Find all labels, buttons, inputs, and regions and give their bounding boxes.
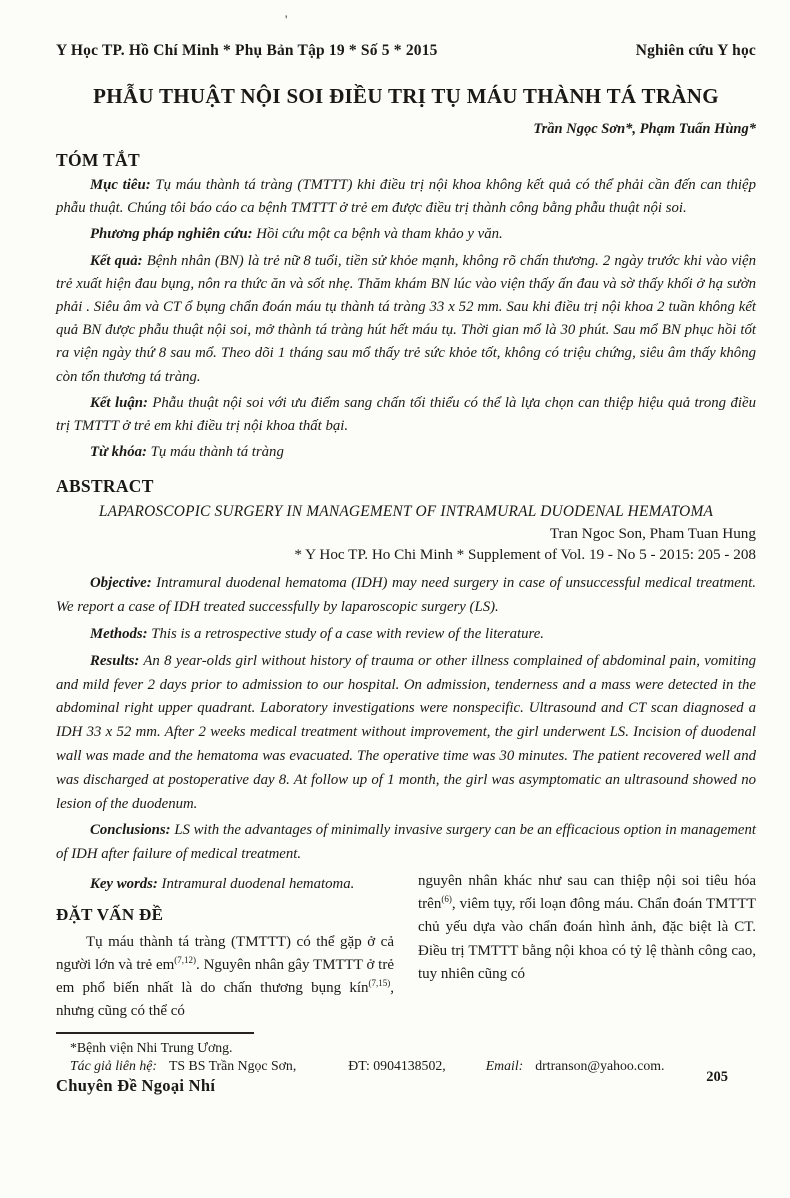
tomtat-paragraph-ketqua xyxy=(56,250,756,389)
right-column xyxy=(418,870,756,1024)
paragraph-text: Intramural duodenal hematoma (IDH) may need surgery in case of unsuccessful medical treatment. We report a case of IDH treated successfully by laparoscopic surgery (LS). xyxy=(56,575,757,616)
tomtat-paragraph-ketluan xyxy=(56,392,756,438)
paragraph-text: Bệnh nhân (BN) là trẻ nữ 8 tuổi, tiền sử khỏe mạnh, không rõ chấn thương. 2 ngày trước khi vào viện trẻ xuất hiện đau bụng, nôn ra thức ăn và sốt nhẹ. Thăm khám BN lúc vào viện thấy ấn đau và sờ thấy khối ở hạ sườn phải . Siêu âm và CT ổ bụng chẩn đoán máu tụ thành tá tràng 33 x 52 mm. Sau khi điều trị nội khoa 2 tuần không kết quả BN được phẫu thuật nội soi, mở thành tá tràng hút hết máu tụ. Thời gian mổ là 30 phút. Sau mổ BN phục hồi tốt ra viện ngày thứ 8 sau mổ. Theo dõi 1 tháng sau mổ thấy trẻ sức khỏe tốt, không có triệu chứng, siêu âm thấy không còn tổn thương tá tràng. xyxy=(56,252,757,385)
abstract-paragraph-results xyxy=(56,650,756,817)
abstract-heading: ABSTRACT xyxy=(56,476,154,497)
paragraph-lead: Methods: xyxy=(90,626,148,643)
paper-title: PHẪU THUẬT NỘI SOI ĐIỀU TRỊ TỤ MÁU THÀNH TÁ TRÀNG xyxy=(93,84,719,108)
paragraph-lead: Key words: xyxy=(90,876,158,892)
paragraph-text: Intramural duodenal hematoma. xyxy=(161,876,355,892)
abstract-paragraph-methods xyxy=(56,623,756,647)
footnote-contact-name: TS BS Trần Ngọc Sơn, xyxy=(168,1057,297,1073)
page-number: 205 xyxy=(706,1068,728,1085)
english-title: LAPAROSCOPIC SURGERY IN MANAGEMENT OF INTRAMURAL DUODENAL HEMATOMA xyxy=(98,503,714,521)
paragraph-text: An 8 year-olds girl without history of trauma or other illness complained of abdominal pain, vomiting and mild fever 2 days prior to admission to our hospital. On admission, tenderness and a mass were detected in the abdominal right upper quadrant. Laboratory investigations were nonspecific. Ultrasound and CT scan diagnosed a IDH 33 x 52 mm. After 2 weeks medical treatment without improvement, the girl underwent LS. Incision of duodenal wall was made and the hematoma was evacuated. The operative time was 30 minutes. The patient recovered well and was discharged at postoperative day 8. At follow up of 1 month, the girl was asymptomatic an ultrasound showed no lesion of the duodenum. xyxy=(56,652,756,812)
paragraph-text: LS with the advantages of minimally invasive surgery can be an efficacious option in management of IDH after failure of medical treatment. xyxy=(56,822,757,863)
paragraph-text: This is a retrospective study of a case with review of the literature. xyxy=(151,626,545,643)
journal-header-right: Nghiên cứu Y học xyxy=(635,42,756,59)
introduction-paragraph-left: Tụ máu thành tá tràng (TMTTT) có thể gặp ở cả người lớn và trẻ em$^{(7,12)}$. Nguyên nhân gây TMTTT ở trẻ em phổ biến nhất là do chấn thương bụng kín$^{(7,15)}$, nhưng cũng có thể có xyxy=(56,933,394,1020)
tomtat-paragraph-tukhoa xyxy=(56,441,756,464)
paragraph-lead: Mục tiêu: xyxy=(90,177,151,193)
footnote-contact-label: Tác giả liên hệ: xyxy=(70,1057,157,1073)
page-footer xyxy=(56,1068,756,1096)
abstract-paragraph-conclusions xyxy=(56,819,756,867)
paragraph-lead: Objective: xyxy=(90,575,152,592)
two-column-section xyxy=(56,870,756,1024)
paragraph-lead: Kết quả: xyxy=(90,252,143,269)
introduction-paragraph-right: nguyên nhân khác như sau can thiệp nội soi tiêu hóa trên$^{(6)}$, viêm tụy, rối loạn đông máu. Chẩn đoán TMTTT chủ yếu dựa vào chẩn đoán hình ảnh, đặc biệt là CT. Điều trị TMTTT bằng nội khoa có tỷ lệ thành công cao, tuy nhiên cũng có xyxy=(418,873,756,982)
footnote-block xyxy=(56,1032,756,1074)
introduction-heading: ĐẶT VẤN ĐỀ xyxy=(56,904,164,924)
tomtat-paragraph-muctieu xyxy=(56,174,756,220)
authors-english: Tran Ngoc Son, Pham Tuan Hung xyxy=(549,525,756,543)
paragraph-lead: Từ khóa: xyxy=(90,444,147,461)
paragraph-text: Hồi cứu một ca bệnh và tham khảo y văn. xyxy=(256,226,503,243)
abstract-keywords xyxy=(56,873,394,897)
footnote-email-label: Email: xyxy=(485,1057,524,1073)
authors-vietnamese: Trần Ngọc Sơn*, Phạm Tuấn Hùng* xyxy=(533,121,756,137)
paragraph-lead: Kết luận: xyxy=(90,394,148,411)
footnote-divider xyxy=(56,1032,254,1034)
paragraph-text: Phẫu thuật nội soi với ưu điểm sang chấn tối thiểu có thể là lựa chọn can thiệp hiệu quả trong điều trị TMTTT ở trẻ em khi điều trị nội khoa thất bại. xyxy=(56,394,757,435)
journal-header-left: Y Học TP. Hồ Chí Minh * Phụ Bản Tập 19 * Số 5 * 2015 xyxy=(56,42,438,59)
footnote-phone: ĐT: 0904138502, xyxy=(348,1057,446,1073)
footnote-affiliation: *Bệnh viện Nhi Trung Ương. xyxy=(70,1039,233,1055)
citation-line: * Y Hoc TP. Ho Chi Minh * Supplement of Vol. 19 - No 5 - 2015: 205 - 208 xyxy=(294,546,756,564)
paragraph-lead: Phương pháp nghiên cứu: xyxy=(90,226,253,243)
paragraph-text: Tụ máu thành tá tràng (TMTTT) khi điều trị nội khoa không kết quả có thể phải cần đến can thiệp phẫu thuật. Chúng tôi báo cáo ca bệnh TMTTT ở trẻ em được điều trị thành công bằng phẫu thuật nội soi. xyxy=(56,177,756,217)
paragraph-lead: Conclusions: xyxy=(90,822,171,839)
tomtat-heading: TÓM TẮT xyxy=(56,150,140,170)
tomtat-paragraph-phuongphap xyxy=(56,223,756,246)
abstract-paragraph-objective xyxy=(56,572,756,620)
paragraph-lead: Results: xyxy=(90,652,140,669)
scan-artifact-mark: ' xyxy=(285,12,288,27)
paragraph-text: Tụ máu thành tá tràng xyxy=(150,444,284,461)
footer-section-title: Chuyên Đề Ngoại Nhí xyxy=(56,1075,216,1095)
journal-header xyxy=(56,42,756,60)
footnote-email: drtranson@yahoo.com. xyxy=(535,1057,665,1073)
left-column xyxy=(56,870,394,1024)
footnote-contact-line xyxy=(56,1058,756,1074)
